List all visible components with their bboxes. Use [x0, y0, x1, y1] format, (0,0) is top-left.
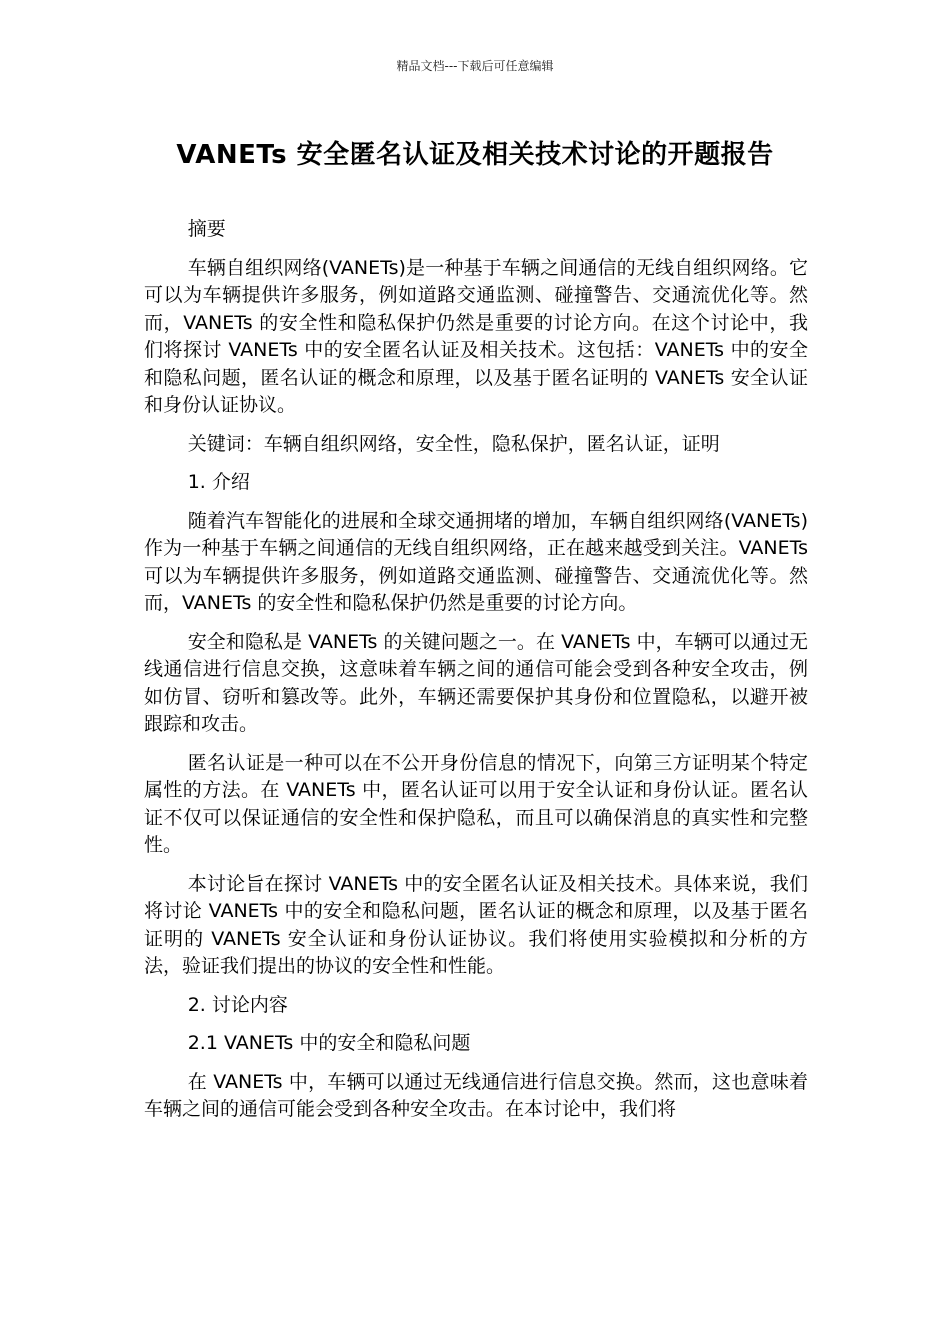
section-2-1-heading: 2.1 VANETs 中的安全和隐私问题 — [187, 1032, 471, 1054]
header-note: 精品文档---下载后可任意编辑 — [396, 59, 554, 73]
section-1-paragraph-4: 本讨论旨在探讨 VANETs 中的安全匿名认证及相关技术。具体来说，我们将讨论 VANETs 中的安全和隐私问题，匿名认证的概念和原理，以及基于匿名证明的 VANETs 安全认证和身份认证协议。我们将使用实验模拟和分析的方法，验证我们提出的协议的安全性和性能。 — [144, 872, 808, 977]
section-1-heading: 1. 介绍 — [187, 471, 250, 493]
section-2-1-paragraph: 在 VANETs 中，车辆可以通过无线通信进行信息交换。然而，这也意味着车辆之间的通信可能会受到各种安全攻击。在本讨论中，我们将 — [144, 1070, 808, 1120]
abstract-heading: 摘要 — [187, 218, 226, 240]
abstract-paragraph: 车辆自组织网络(VANETs)是一种基于车辆之间通信的无线自组织网络。它可以为车辆提供许多服务，例如道路交通监测、碰撞警告、交通流优化等。然而，VANETs 的安全性和隐私保护仍然是重要的讨论方向。在这个讨论中，我们将探讨 VANETs 中的安全匿名认证及相关技术。这包括：VANETs 中的安全和隐私问题，匿名认证的概念和原理，以及基于匿名证明的 VANETs 安全认证和身份认证协议。 — [144, 256, 808, 416]
section-2-heading: 2. 讨论内容 — [187, 993, 288, 1016]
keywords-line: 关键词：车辆自组织网络，安全性，隐私保护，匿名认证，证明 — [187, 432, 720, 455]
document-title: VANETs 安全匿名认证及相关技术讨论的开题报告 — [176, 140, 774, 170]
section-1-paragraph-3: 匿名认证是一种可以在不公开身份信息的情况下，向第三方证明某个特定属性的方法。在 VANETs 中，匿名认证可以用于安全认证和身份认证。匿名认证不仅可以保证通信的安全性和保护隐私，而且可以确保消息的真实性和完整性。 — [144, 751, 808, 856]
section-1-paragraph-2: 安全和隐私是 VANETs 的关键问题之一。在 VANETs 中，车辆可以通过无线通信进行信息交换，这意味着车辆之间的通信可能会受到各种安全攻击，例如仿冒、窃听和篡改等。此外，车辆还需要保护其身份和位置隐私，以避开被跟踪和攻击。 — [144, 630, 808, 735]
document-body — [144, 216, 808, 1135]
section-1-paragraph-1: 随着汽车智能化的进展和全球交通拥堵的增加，车辆自组织网络(VANETs)作为一种基于车辆之间通信的无线自组织网络，正在越来越受到关注。VANETs 可以为车辆提供许多服务，例如道路交通监测、碰撞警告、交通流优化等。然而，VANETs 的安全性和隐私保护仍然是重要的讨论方向。 — [144, 509, 808, 614]
